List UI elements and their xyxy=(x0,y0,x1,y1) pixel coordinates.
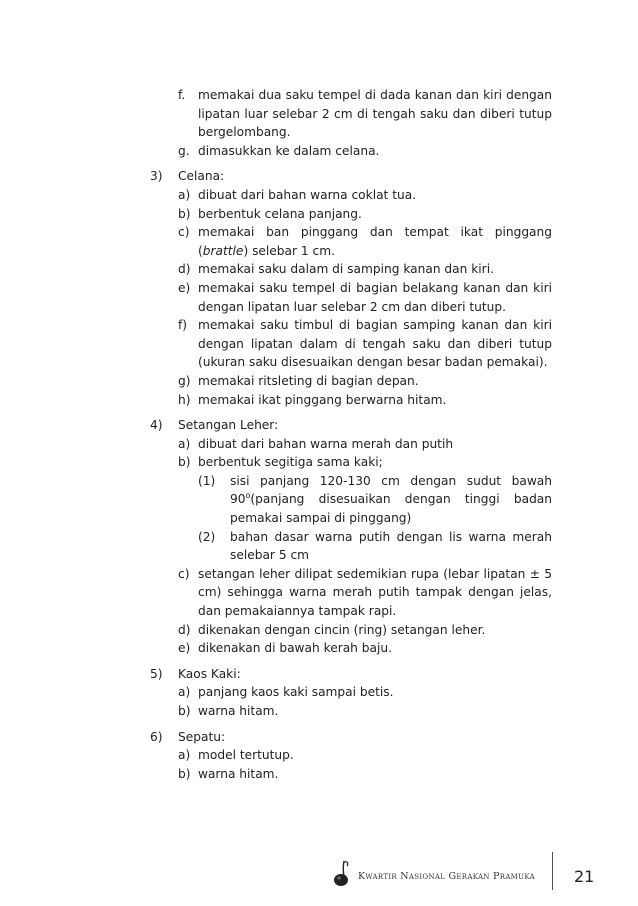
item-marker: h) xyxy=(178,392,191,407)
list-item xyxy=(150,453,552,472)
item-text xyxy=(198,223,552,260)
item-marker: d) xyxy=(178,262,191,277)
tunas-kelapa-logo-icon xyxy=(332,858,352,888)
item-marker: b) xyxy=(178,206,191,221)
section-marker: 5) xyxy=(150,666,163,681)
section-heading-celana xyxy=(150,167,552,186)
list-item xyxy=(150,260,552,279)
list-item xyxy=(150,435,552,454)
section-heading-sepatu xyxy=(150,728,552,747)
item-text: dikenakan di bawah kerah baju. xyxy=(198,641,392,656)
list-item xyxy=(150,86,552,142)
list-item xyxy=(150,205,552,224)
item-marker: e) xyxy=(178,280,191,295)
item-text: memakai saku tempel di bagian belakang kanan dan kiri dengan lipatan luar selebar 2 cm dan diberi tutup. xyxy=(198,280,552,314)
item-marker: b) xyxy=(178,766,191,781)
list-item xyxy=(150,186,552,205)
item-marker: c) xyxy=(178,225,190,240)
section-heading-kaos-kaki xyxy=(150,665,552,684)
item-marker: a) xyxy=(178,685,191,700)
list-item xyxy=(150,391,552,410)
sub-list-item xyxy=(150,528,552,565)
item-text: berbentuk celana panjang. xyxy=(198,206,362,221)
sub-list-item xyxy=(150,472,552,528)
item-text: dikenakan dengan cincin (ring) setangan leher. xyxy=(198,622,486,637)
item-marker: f. xyxy=(178,88,186,102)
item-marker: a) xyxy=(178,187,191,202)
item-marker: g. xyxy=(178,143,190,158)
list-item xyxy=(150,316,552,372)
item-marker: e) xyxy=(178,641,191,656)
item-text: dibuat dari bahan warna merah dan putih xyxy=(198,436,454,451)
degree-superscript: o xyxy=(245,491,251,501)
list-item xyxy=(150,223,552,260)
list-item xyxy=(150,765,552,784)
item-text: warna hitam. xyxy=(198,704,279,718)
section-marker: 3) xyxy=(150,169,163,184)
page-number: 21 xyxy=(574,867,595,886)
list-item xyxy=(150,565,552,621)
section-marker: 4) xyxy=(150,418,163,433)
list-item xyxy=(150,639,552,658)
list-item xyxy=(150,142,552,161)
item-marker: d) xyxy=(178,622,191,637)
item-text: model tertutup. xyxy=(198,748,294,763)
sub-item-text: bahan dasar warna putih dengan lis warna merah selebar 5 cm xyxy=(230,529,552,563)
item-text: memakai ritsleting di bagian depan. xyxy=(198,373,419,388)
item-text: dibuat dari bahan warna coklat tua. xyxy=(198,187,417,202)
item-marker: b) xyxy=(178,704,191,718)
sub-item-marker: (2) xyxy=(198,529,216,544)
item-text: dimasukkan ke dalam celana. xyxy=(198,143,380,158)
section-title: Sepatu: xyxy=(178,729,226,744)
item-text: memakai saku timbul di bagian samping kanan dan kiri dengan lipatan dalam di tengah saku dan diberi tutup (ukuran saku disesuaikan dengan besar badan pemakai). xyxy=(198,318,552,370)
document-body xyxy=(150,86,552,783)
list-item xyxy=(150,372,552,391)
item-marker: g) xyxy=(178,373,191,388)
list-item xyxy=(150,279,552,316)
list-item xyxy=(150,702,552,721)
footer-divider xyxy=(552,852,553,890)
item-text-part: (panjang disesuaikan dengan tinggi badan pemakai sampai di pinggang) xyxy=(230,492,552,526)
list-item xyxy=(150,746,552,765)
item-marker: b) xyxy=(178,455,191,470)
sub-item-marker: (1) xyxy=(198,473,216,488)
page-footer xyxy=(320,858,620,892)
item-text: panjang kaos kaki sampai betis. xyxy=(198,685,394,700)
item-marker: f) xyxy=(178,318,188,333)
item-text: memakai ikat pinggang berwarna hitam. xyxy=(198,392,447,407)
publisher-name: Kwartir Nasional Gerakan Pramuka xyxy=(358,871,535,882)
item-text: memakai saku dalam di samping kanan dan kiri. xyxy=(198,262,494,277)
item-marker: a) xyxy=(178,748,191,763)
section-heading-setangan-leher xyxy=(150,416,552,435)
section-title: Setangan Leher: xyxy=(178,418,279,433)
item-text-part: memakai ban pinggang dan tempat ikat pinggang ( xyxy=(198,225,552,258)
section-title: Kaos Kaki: xyxy=(178,666,241,681)
item-marker: a) xyxy=(178,436,191,451)
list-item xyxy=(150,621,552,640)
section-marker: 6) xyxy=(150,729,163,744)
item-text: memakai dua saku tempel di dada kanan dan kiri dengan lipatan luar selebar 2 cm di tengah saku dan diberi tutup bergelombang. xyxy=(198,88,552,140)
item-text-italic: brattle xyxy=(202,243,244,258)
item-text-part: ) selebar 1 cm. xyxy=(243,243,335,258)
item-text: setangan leher dilipat sedemikian rupa (lebar lipatan ± 5 cm) sehingga warna merah putih tampak dengan jelas, dan pemakaiannya tampak rapi. xyxy=(198,566,552,619)
item-text: warna hitam. xyxy=(198,766,279,781)
section-title: Celana: xyxy=(178,169,225,184)
sub-item-text xyxy=(230,472,552,528)
item-text-part: sisi panjang 120-130 cm dengan sudut bawah 90 xyxy=(230,473,552,507)
item-text: berbentuk segitiga sama kaki; xyxy=(198,455,383,470)
item-marker: c) xyxy=(178,566,190,581)
list-item xyxy=(150,683,552,702)
